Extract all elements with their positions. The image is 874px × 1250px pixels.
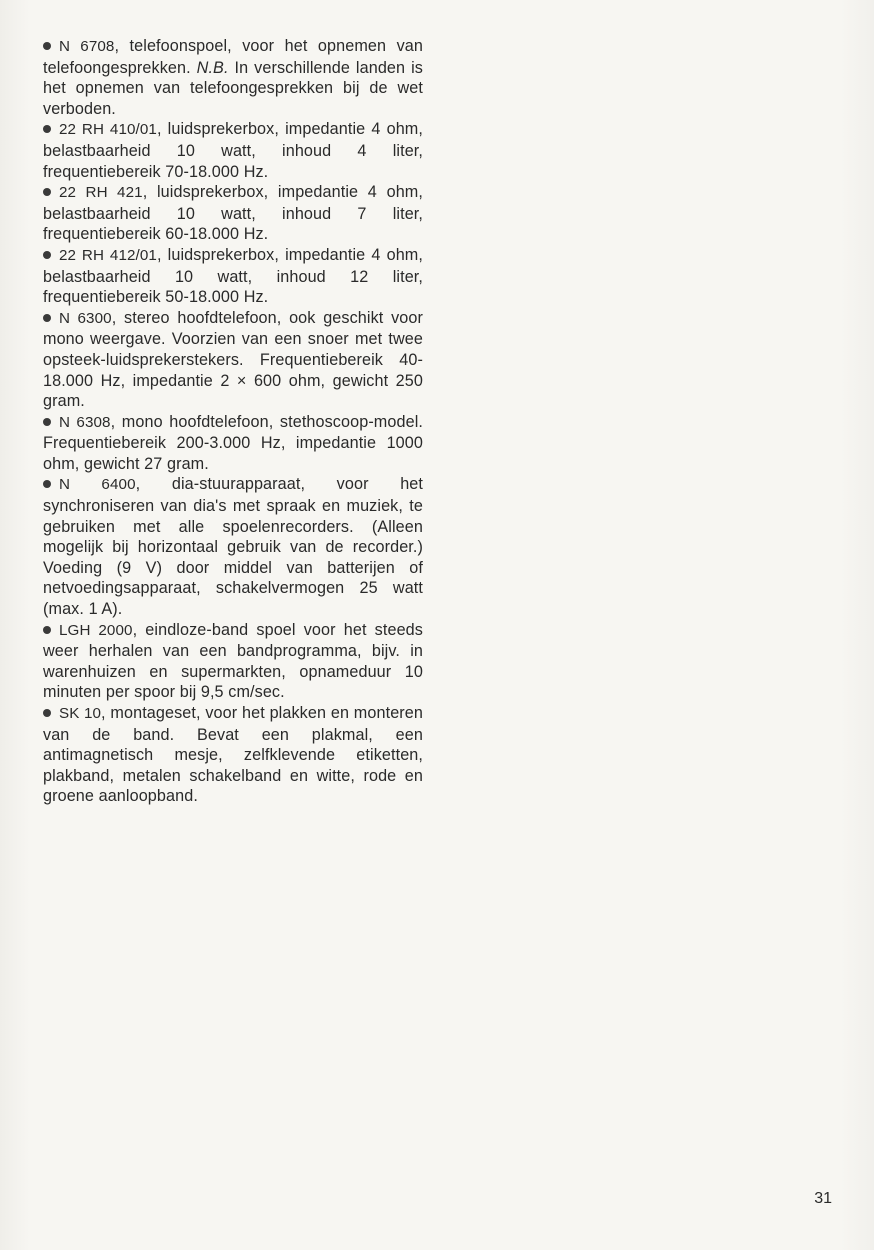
item-code: 22 RH 412/01 xyxy=(59,246,157,264)
item-code: N 6708 xyxy=(59,38,115,55)
item-text: , dia-stuurapparaat, voor het synchroniseren van dia's met spraak en muziek, te gebruiken met alle spoelenrecorders. (Alleen mogelijk bij horizontaal gebruik van de recorder.) Voeding (9 V) door middel van batterijen of netvoedingsapparaat, schakelvermogen 25 watt (max. 1 A). xyxy=(43,475,424,619)
bullet-icon xyxy=(43,480,51,488)
item-code: 22 RH 410/01 xyxy=(59,121,157,139)
bullet-icon xyxy=(43,626,51,634)
list-item xyxy=(43,308,423,412)
item-text: , montageset, voor het plakken en monteren van de band. Bevat een plakmal, een antimagnetisch mesje, zelfklevende etiketten, plakband, metalen schakelband en witte, rode en groene aanloopband. xyxy=(43,704,423,806)
item-text: , telefoonspoel, voor het opnemen van telefoongesprekken. xyxy=(43,37,423,77)
list-item xyxy=(43,36,423,119)
item-code: LGH 2000 xyxy=(59,621,133,639)
list-item xyxy=(43,245,423,308)
item-text: , stereo hoofdtelefoon, ook geschikt voor mono weergave. Voorzien van een snoer met twee opsteek-luidsprekerstekers. Frequentiebereik 40-18.000 Hz, impedantie 2 × 600 ohm, gewicht 250 gram. xyxy=(43,308,423,411)
accessory-list xyxy=(43,36,423,807)
bullet-icon xyxy=(43,42,51,50)
list-item xyxy=(43,412,423,475)
page-number: 31 xyxy=(814,1190,832,1207)
bullet-icon xyxy=(43,709,51,717)
item-text: , eindloze-band spoel voor het steeds weer herhalen van een bandprogramma, bijv. in warenhuizen en supermarkten, opnameduur 10 minuten per spoor bij 9,5 cm/sec. xyxy=(43,620,423,702)
bullet-icon xyxy=(43,418,51,426)
item-code: N 6300 xyxy=(59,309,112,327)
item-text: , mono hoofdtelefoon, stethoscoop-model. Frequentiebereik 200-3.000 Hz, impedantie 1000 ohm, gewicht 27 gram. xyxy=(43,412,423,473)
bullet-icon xyxy=(43,188,51,196)
item-code: N 6400 xyxy=(59,476,136,494)
item-text: , luidsprekerbox, impedantie 4 ohm, belastbaarheid 10 watt, inhoud 4 liter, frequentiebereik 70-18.000 Hz. xyxy=(43,120,423,181)
list-item xyxy=(43,620,423,703)
list-item xyxy=(43,474,423,619)
list-item xyxy=(43,182,423,245)
item-text: , luidsprekerbox, impedantie 4 ohm, belastbaarheid 10 watt, inhoud 7 liter, frequentiebereik 60-18.000 Hz. xyxy=(43,183,423,244)
item-note-label: N.B. xyxy=(196,58,229,77)
bullet-icon xyxy=(43,314,51,322)
item-text: , luidsprekerbox, impedantie 4 ohm, belastbaarheid 10 watt, inhoud 12 liter, frequentiebereik 50-18.000 Hz. xyxy=(43,245,423,307)
bullet-icon xyxy=(43,251,51,259)
item-note-text: In verschillende landen is het opnemen van telefoongesprekken bij de wet verboden. xyxy=(43,58,423,118)
list-item xyxy=(43,703,423,807)
bullet-icon xyxy=(43,125,51,133)
list-item xyxy=(43,119,423,182)
item-code: SK 10 xyxy=(59,705,102,722)
item-code: 22 RH 421 xyxy=(59,184,143,202)
item-code: N 6308 xyxy=(59,413,111,431)
